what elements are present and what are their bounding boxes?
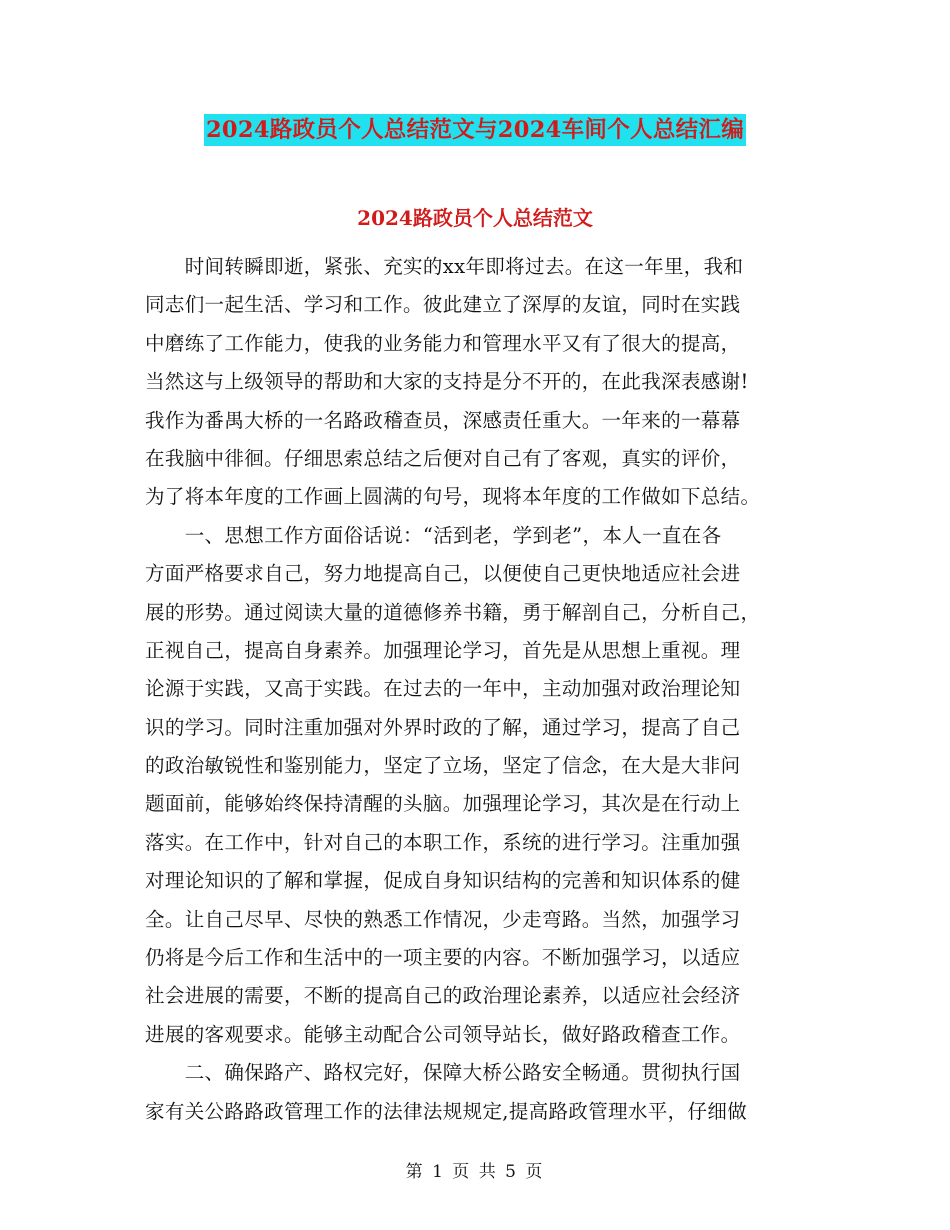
body-line: 落实。在工作中，针对自己的本职工作，系统的进行学习。注重加强: [145, 830, 741, 854]
body-line: 我作为番禺大桥的一名路政稽查员，深感责任重大。一年来的一幕幕: [145, 408, 741, 432]
body-line: 仍将是今后工作和生活中的一项主要的内容。不断加强学习，以适应: [145, 946, 741, 970]
body-line: 为了将本年度的工作画上圆满的句号，现将本年度的工作做如下总结。: [145, 485, 761, 509]
body-line: 题面前，能够始终保持清醒的头脑。加强理论学习，其次是在行动上: [145, 792, 741, 816]
document-body: [145, 248, 805, 1131]
body-line: 全。让自己尽早、尽快的熟悉工作情况，少走弯路。当然，加强学习: [145, 907, 741, 931]
body-line: 展的形势。通过阅读大量的道德修养书籍，勇于解剖自己，分析自己，: [145, 600, 761, 624]
page-footer: 第 1 页 共 5 页: [405, 1162, 545, 1182]
body-line: 识的学习。同时注重加强对外界时政的了解，通过学习，提高了自己: [145, 715, 741, 739]
document-title-text: 2024路政员个人总结范文与2024车间个人总结汇编: [204, 114, 746, 146]
body-line: 的政治敏锐性和鉴别能力，坚定了立场，坚定了信念，在大是大非问: [145, 754, 741, 778]
body-line: 时间转瞬即逝，紧张、充实的xx年即将过去。在这一年里，我和: [145, 255, 744, 278]
body-line: 社会进展的需要，不断的提高自己的政治理论素养，以适应社会经济: [145, 984, 741, 1008]
body-line: 家有关公路路政管理工作的法律法规规定,提高路政管理水平，仔细做: [145, 1099, 748, 1123]
body-line: 中磨练了工作能力，使我的业务能力和管理水平又有了很大的提高，: [145, 331, 741, 355]
body-line: 论源于实践，又高于实践。在过去的一年中，主动加强对政治理论知: [145, 677, 741, 701]
body-line: 进展的客观要求。能够主动配合公司领导站长，做好路政稽查工作。: [145, 1022, 741, 1046]
document-title: [0, 112, 950, 144]
body-line: 二、确保路产、路权完好，保障大桥公路安全畅通。贯彻执行国: [145, 1061, 741, 1085]
body-line: 正视自己，提高自身素养。加强理论学习，首先是从思想上重视。理: [145, 638, 741, 662]
section-title: 2024路政员个人总结范文: [357, 206, 593, 230]
body-line: 当然这与上级领导的帮助和大家的支持是分不开的，在此我深表感谢!: [145, 370, 749, 394]
body-line: 对理论知识的了解和掌握，促成自身知识结构的完善和知识体系的健: [145, 869, 741, 893]
body-line: 方面严格要求自己，努力地提高自己，以便使自己更快地适应社会进: [145, 562, 741, 586]
body-line: 一、思想工作方面俗话说：“活到老，学到老”，本人一直在各: [145, 523, 722, 547]
body-line: 在我脑中徘徊。仔细思索总结之后便对自己有了客观，真实的评价，: [145, 446, 741, 470]
body-line: 同志们一起生活、学习和工作。彼此建立了深厚的友谊，同时在实践: [145, 293, 741, 317]
